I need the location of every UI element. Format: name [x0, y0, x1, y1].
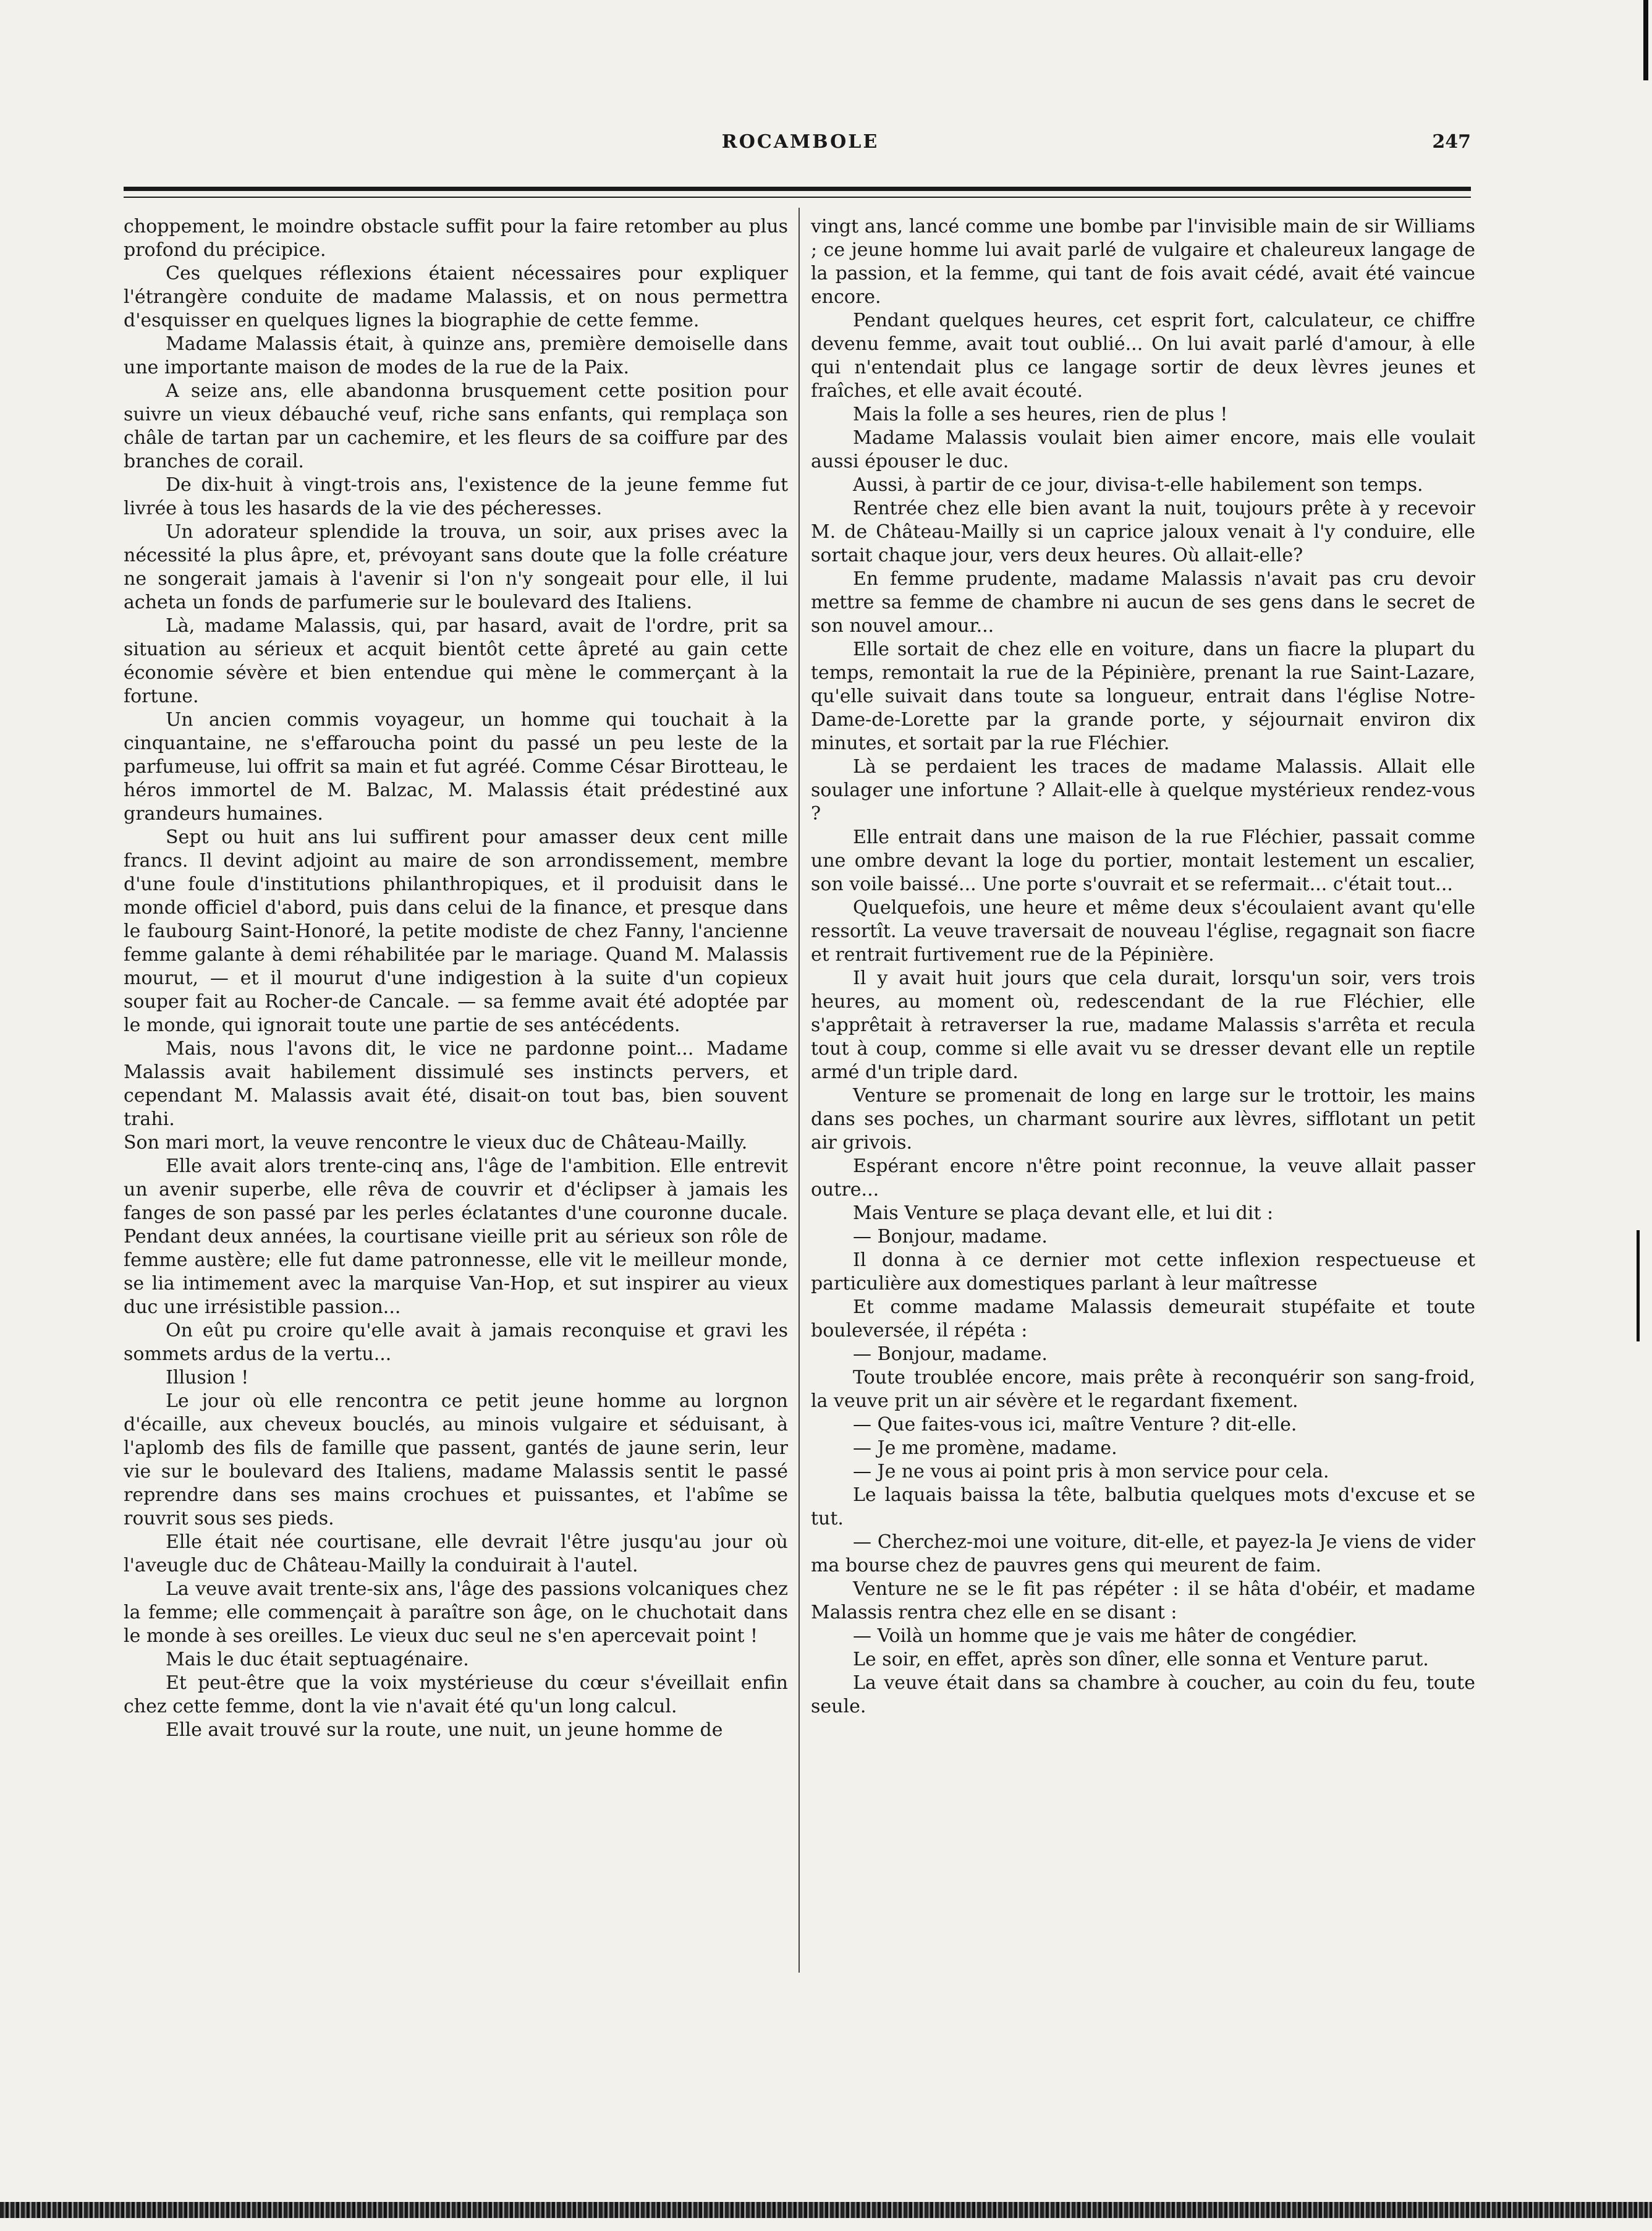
header-rule-thick: [124, 187, 1471, 191]
left-column: [124, 215, 788, 1742]
paragraph: Mais, nous l'avons dit, le vice ne pardonne point... Madame Malassis avait habilement dissimulé ses instincts pervers, et cependant M. Malassis avait été, disait-on tout bas, bien souvent trahi.: [124, 1038, 788, 1130]
paragraph: Elle était née courtisane, elle devrait l'être jusqu'au jour où l'aveugle duc de Château-Mailly la conduirait à l'autel.: [124, 1531, 788, 1576]
paragraph: Un ancien commis voyageur, un homme qui touchait à la cinquantaine, ne s'effaroucha point du passé un peu leste de la parfumeuse, lui offrit sa main et fut agréé. Comme César Birotteau, le héros immortel de M. Balzac, M. Malassis était prédestiné aux grandeurs humaines.: [124, 709, 788, 825]
paragraph: — Bonjour, madame.: [853, 1226, 1048, 1247]
column-divider: [798, 208, 800, 1973]
paragraph: En femme prudente, madame Malassis n'avait pas cru devoir mettre sa femme de chambre ni aucun de ses gens dans le secret de son nouvel amour...: [811, 568, 1475, 637]
paragraph: Là se perdaient les traces de madame Malassis. Allait elle soulager une infortune ? Allait-elle à quelque mystérieux rendez-vous ?: [811, 756, 1475, 825]
paragraph: Madame Malassis était, à quinze ans, première demoiselle dans une importante maison de modes de la rue de la Paix.: [124, 333, 788, 378]
paragraph: — Bonjour, madame.: [853, 1343, 1048, 1365]
paragraph: Mais la folle a ses heures, rien de plus !: [853, 404, 1228, 425]
paragraph: Mais Venture se plaça devant elle, et lui dit :: [853, 1202, 1274, 1224]
paragraph: Quelquefois, une heure et même deux s'écoulaient avant qu'elle ressortît. La veuve traversait de nouveau l'église, regagnait son fiacre et rentrait furtivement rue de la Pépinière.: [811, 897, 1475, 966]
paragraph: Rentrée chez elle bien avant la nuit, toujours prête à y recevoir M. de Château-Mailly si un caprice jaloux venait à l'y conduire, elle sortait chaque jour, vers deux heures. Où allait-elle?: [811, 498, 1475, 566]
paragraph: Sept ou huit ans lui suffirent pour amasser deux cent mille francs. Il devint adjoint au maire de son arrondissement, membre d'une foule d'institutions philanthropiques, et il produisit dans le monde officiel d'abord, puis dans celui de la finance, et presque dans le faubourg Saint-Honoré, la petite modiste de chez Fanny, l'ancienne femme galante à demi réhabilitée par le mariage. Quand M. Malassis mourut, — et il mourut d'une indigestion à la suite d'un copieux souper fait au Rocher-de Cancale. — sa femme avait été adoptée par le monde, qui ignorait toute une partie de ses antécédents.: [124, 827, 788, 1036]
paragraph: Le soir, en effet, après son dîner, elle sonna et Venture parut.: [853, 1649, 1429, 1670]
paragraph: Venture ne se le fit pas répéter : il se hâta d'obéir, et madame Malassis rentra chez elle en se disant :: [811, 1578, 1475, 1623]
page-header: [124, 131, 1477, 162]
paragraph: Elle sortait de chez elle en voiture, dans un fiacre la plupart du temps, remontait la rue de la Pépinière, prenant la rue Saint-Lazare, qu'elle suivait dans toute sa longueur, entrait dans l'église Notre-Dame-de-Lorette par la grande porte, y séjournait environ dix minutes, et sortait par la rue Fléchier.: [811, 639, 1475, 754]
paragraph: La veuve était dans sa chambre à coucher, au coin du feu, toute seule.: [811, 1672, 1475, 1717]
right-column: [811, 215, 1475, 1719]
page-number: 247: [1432, 131, 1471, 153]
paragraph: Et peut-être que la voix mystérieuse du cœur s'éveillait enfin chez cette femme, dont la vie n'avait été qu'un long calcul.: [124, 1672, 788, 1717]
paragraph: Elle avait trouvé sur la route, une nuit, un jeune homme de: [166, 1719, 723, 1741]
paragraph: Pendant quelques heures, cet esprit fort, calculateur, ce chiffre devenu femme, avait tout oublié... On lui avait parlé d'amour, à elle qui n'entendait plus ce langage sortir de deux lèvres jeunes et fraîches, et elle avait écouté.: [811, 310, 1475, 402]
scan-edge-mark: [1643, 0, 1648, 80]
paragraph: Son mari mort, la veuve rencontre le vieux duc de Château-Mailly.: [124, 1132, 748, 1154]
paragraph: — Je ne vous ai point pris à mon service pour cela.: [853, 1461, 1329, 1482]
paragraph: Et comme madame Malassis demeurait stupéfaite et toute bouleversée, il répéta :: [811, 1296, 1475, 1341]
paragraph: Elle avait alors trente-cinq ans, l'âge de l'ambition. Elle entrevit un avenir superbe, elle rêva de couvrir et d'éclipser à jamais les fanges de son passé par les perles éclatantes d'une couronne ducale. Pendant deux années, la courtisane vieille prit au sérieux son rôle de femme austère; elle fut dame patronnesse, elle vit le meilleur monde, se lia intimement avec la marquise Van-Hop, et sut inspirer au vieux duc une irrésistible passion...: [124, 1155, 788, 1318]
paragraph: Il donna à ce dernier mot cette inflexion respectueuse et particulière aux domestiques parlant à leur maîtresse: [811, 1249, 1475, 1294]
paragraph: La veuve avait trente-six ans, l'âge des passions volcaniques chez la femme; elle commençait à paraître son âge, on le chuchotait dans le monde à ses oreilles. Le vieux duc seul ne s'en apercevait point !: [124, 1578, 788, 1647]
paragraph: — Je me promène, madame.: [853, 1437, 1117, 1459]
paragraph: A seize ans, elle abandonna brusquement cette position pour suivre un vieux débauché veuf, riche sans enfants, qui remplaça son châle de tartan par un cachemire, et les fleurs de sa coiffure par des branches de corail.: [124, 380, 788, 472]
paragraph: Aussi, à partir de ce jour, divisa-t-elle habilement son temps.: [853, 474, 1423, 496]
paragraph: Madame Malassis voulait bien aimer encore, mais elle voulait aussi épouser le duc.: [811, 427, 1475, 472]
paragraph: Venture se promenait de long en large sur le trottoir, les mains dans ses poches, un charmant sourire aux lèvres, sifflotant un petit air grivois.: [811, 1085, 1475, 1154]
paragraph: vingt ans, lancé comme une bombe par l'invisible main de sir Williams ; ce jeune homme lui avait parlé de vulgaire et chaleureux langage de la passion, et la femme, qui tant de fois avait cédé, avait été vaincue encore.: [811, 216, 1475, 308]
paragraph: Illusion !: [166, 1367, 249, 1388]
paragraph: Là, madame Malassis, qui, par hasard, avait de l'ordre, prit sa situation au sérieux et acquit bientôt cette âpreté au gain cette économie sévère et bien entendue qui mène le commerçant à la fortune.: [124, 615, 788, 707]
paragraph: Le laquais baissa la tête, balbutia quelques mots d'excuse et se tut.: [811, 1484, 1475, 1529]
paragraph: De dix-huit à vingt-trois ans, l'existence de la jeune femme fut livrée à tous les hasards de la vie des pécheresses.: [124, 474, 788, 519]
paragraph: choppement, le moindre obstacle suffit pour la faire retomber au plus profond du précipice.: [124, 216, 788, 261]
paragraph: Espérant encore n'être point reconnue, la veuve allait passer outre...: [811, 1155, 1475, 1200]
paragraph: Le jour où elle rencontra ce petit jeune homme au lorgnon d'écaille, aux cheveux bouclés, au minois vulgaire et séduisant, à l'aplomb des fils de famille que passent, gantés de jaune serin, leur vie sur le boulevard des Italiens, madame Malassis sentit le passé reprendre dans ses mains crochues et puissantes, et l'abîme se rouvrit sous ses pieds.: [124, 1390, 788, 1529]
paragraph: Un adorateur splendide la trouva, un soir, aux prises avec la nécessité la plus âpre, et, prévoyant sans doute que la folle créature ne songerait jamais à l'avenir si l'on n'y songeait pour elle, il lui acheta un fonds de parfumerie sur le boulevard des Italiens.: [124, 521, 788, 613]
paragraph: — Que faites-vous ici, maître Venture ? dit-elle.: [853, 1414, 1297, 1435]
paragraph: On eût pu croire qu'elle avait à jamais reconquise et gravi les sommets ardus de la vertu...: [124, 1320, 788, 1365]
running-title: ROCAMBOLE: [721, 131, 879, 153]
paragraph: Ces quelques réflexions étaient nécessaires pour expliquer l'étrangère conduite de madame Malassis, et on nous permettra d'esquisser en quelques lignes la biographie de cette femme.: [124, 263, 788, 331]
paragraph: Toute troublée encore, mais prête à reconquérir son sang-froid, la veuve prit un air sévère et le regardant fixement.: [811, 1367, 1475, 1412]
paragraph: Elle entrait dans une maison de la rue Fléchier, passait comme une ombre devant la loge du portier, montait lestement un escalier, son voile baissé... Une porte s'ouvrait et se refermait... c'était tout...: [811, 827, 1475, 895]
scan-edge-mark: [1637, 1230, 1640, 1341]
paragraph: Il y avait huit jours que cela durait, lorsqu'un soir, vers trois heures, au moment où, redescendant de la rue Fléchier, elle s'apprêtait à retraverser la rue, madame Malassis s'arrêta et recula tout à coup, comme si elle avait vu se dresser devant elle un reptile armé d'un triple dard.: [811, 967, 1475, 1083]
header-rule-thin: [124, 197, 1471, 198]
scan-bottom-strip: [0, 2202, 1652, 2218]
paragraph: — Voilà un homme que je vais me hâter de congédier.: [853, 1625, 1358, 1647]
paragraph: — Cherchez-moi une voiture, dit-elle, et payez-la Je viens de vider ma bourse chez de pauvres gens qui meurent de faim.: [811, 1531, 1475, 1576]
paragraph: Mais le duc était septuagénaire.: [166, 1649, 469, 1670]
